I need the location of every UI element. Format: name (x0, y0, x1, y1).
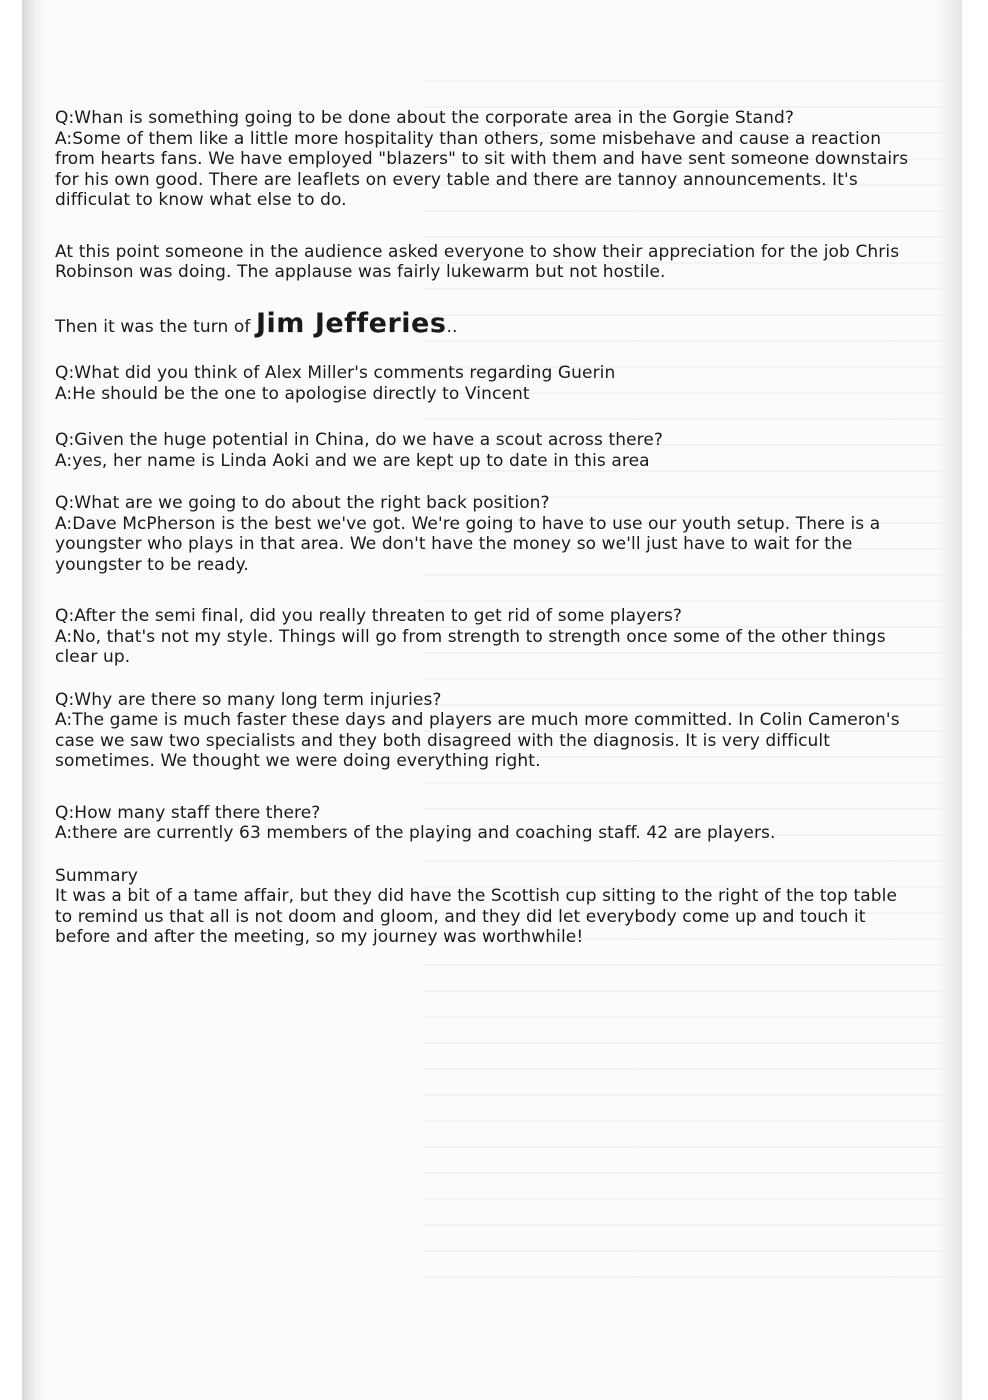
intro-prefix: Then it was the turn of (55, 316, 256, 337)
answer: A:He should be the one to apologise directly to Vincent (55, 383, 530, 404)
audience-note: At this point someone in the audience asked everyone to show their appreciation for the job Chris Robinson was doing. The applause was fairly lukewarm but not hostile. (55, 241, 900, 282)
qa-block-staff-count (55, 803, 915, 844)
qa-block-semi-final (55, 606, 915, 668)
question: Q:Whan is something going to be done about the corporate area in the Gorgie Stand? (55, 108, 794, 128)
question: Q:After the semi final, did you really threaten to get rid of some players? (55, 606, 683, 626)
answer: A:there are currently 63 members of the playing and coaching staff. 42 are players. (55, 823, 776, 843)
page-gutter-shadow (22, 0, 46, 1400)
question: Q:Given the huge potential in China, do we have a scout across there? (55, 430, 664, 450)
question: Q:What are we going to do about the right back position? (55, 493, 550, 513)
intro-suffix: .. (446, 316, 458, 337)
qa-block-right-back (55, 493, 915, 575)
answer: A:yes, her name is Linda Aoki and we are kept up to date in this area (55, 450, 650, 471)
qa-block-corporate-area (55, 108, 915, 211)
summary-text: It was a bit of a tame affair, but they did have the Scottish cup sitting to the right of the top table to remind us that all is not doom and gloom, and they did let everybody come up and touch it before and after the meeting, so my journey was worthwhile! (55, 886, 898, 947)
answer: A:Dave McPherson is the best we've got. We're going to have to use our youth setup. There is a youngster who plays in that area. We don't have the money so we'll just have to wait for the youngster to be ready. (55, 513, 881, 575)
speaker-name: Jim Jefferies (255, 307, 447, 339)
answer: A:The game is much faster these days and players are much more committed. In Colin Cameron's case we saw two specialists and they both disagreed with the diagnosis. It is very difficult sometimes. We thought we were doing everything right. (55, 710, 900, 771)
answer: A:Some of them like a little more hospitality than others, some misbehave and cause a reaction from hearts fans. We have employed "blazers" to sit with them and have sent someone downstairs for his own good. There are leaflets on every table and there are tannoy announcements. It's difficulat to know what else to do. (55, 128, 909, 210)
summary-heading: Summary (55, 865, 138, 886)
article-body (55, 108, 915, 948)
summary-section (55, 866, 915, 948)
question: Q:Why are there so many long term injuries? (55, 689, 442, 710)
qa-block-miller-comments (55, 363, 915, 404)
question: Q:What did you think of Alex Miller's comments regarding Guerin (55, 363, 616, 383)
answer: A:No, that's not my style. Things will go from strength to strength once some of the other things clear up. (55, 626, 886, 667)
question: Q:How many staff there there? (55, 802, 321, 823)
qa-block-injuries (55, 690, 915, 772)
qa-block-china-scout (55, 430, 915, 471)
speaker-intro (55, 307, 915, 339)
